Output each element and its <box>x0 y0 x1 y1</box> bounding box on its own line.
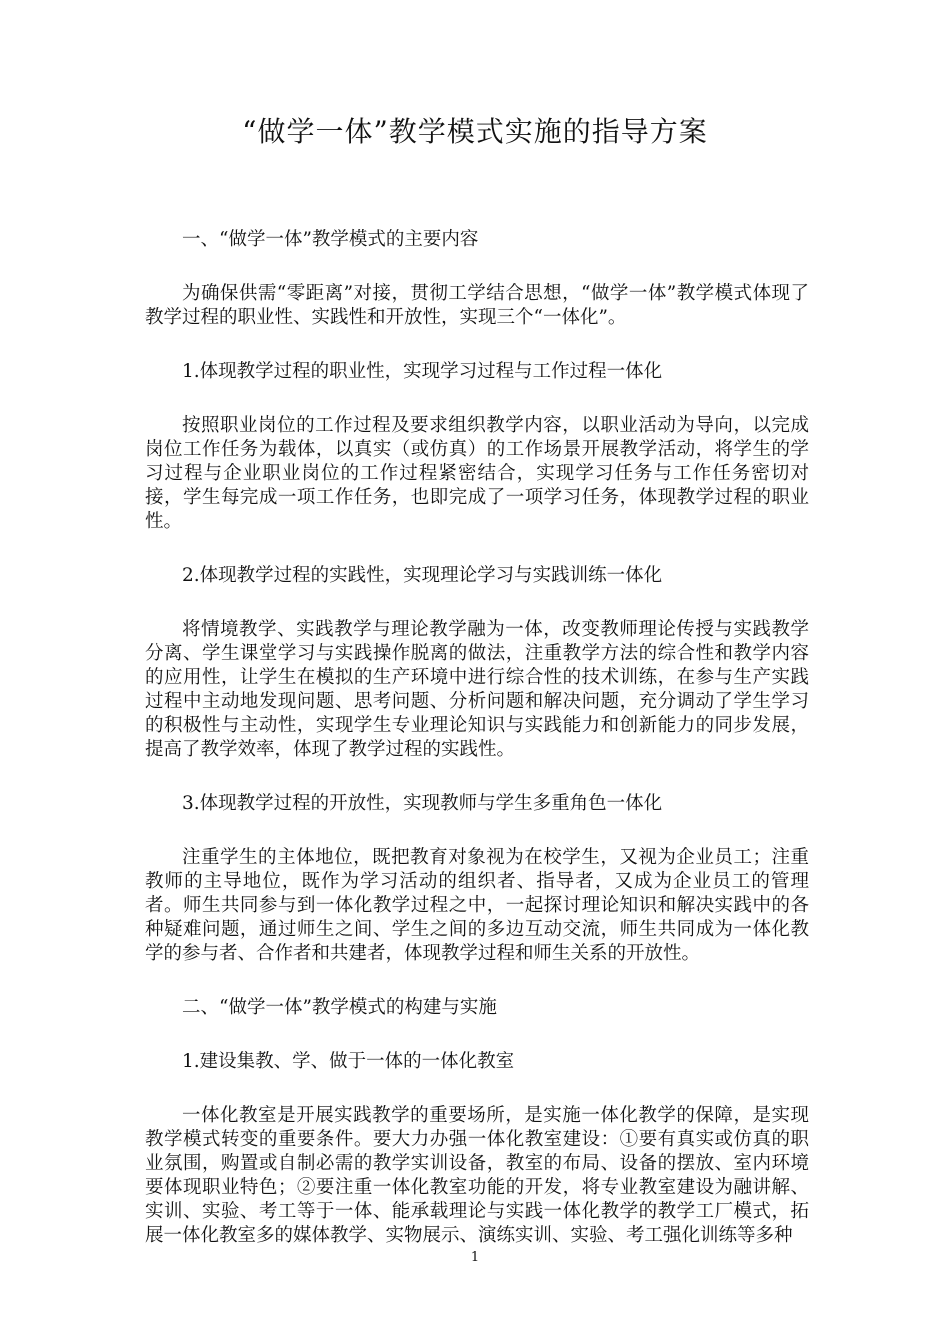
section-heading-1: 一、“做学一体”教学模式的主要内容 <box>182 229 479 250</box>
paragraph-intro: 为确保供需“零距离”对接，贯彻工学结合思想，“做学一体”教学模式体现了教学过程的职业性、实践性和开放性，实现三个“一体化”。 <box>145 283 809 328</box>
subheading-1: 1.体现教学过程的职业性，实现学习过程与工作过程一体化 <box>182 361 663 382</box>
section-heading-2: 二、“做学一体”教学模式的构建与实施 <box>182 997 497 1018</box>
document-body <box>145 228 809 1278</box>
paragraph-practice: 将情境教学、实践教学与理论教学融为一体，改变教师理论传授与实践教学分离、学生课堂学习与实践操作脱离的做法，注重教学方法的综合性和教学内容的应用性，让学生在模拟的生产环境中进行综合性的技术训练，在参与生产实践过程中主动地发现问题、思考问题、分析问题和解决问题，充分调动了学生学习的积极性与主动性，实现学生专业理论知识与实践能力和创新能力的同步发展，提高了教学效率，体现了教学过程的实践性。 <box>145 619 809 760</box>
document-title: “做学一体”教学模式实施的指导方案 <box>242 115 708 148</box>
subheading-4: 1.建设集教、学、做于一体的一体化教室 <box>182 1051 515 1072</box>
paragraph-openness: 注重学生的主体地位，既把教育对象视为在校学生，又视为企业员工；注重教师的主导地位，既作为学习活动的组织者、指导者，又成为企业员工的管理者。师生共同参与到一体化教学过程之中，一起探讨理论知识和解决实践中的各种疑难问题，通过师生之间、学生之间的多边互动交流，师生共同成为一体化教学的参与者、合作者和共建者，体现教学过程和师生关系的开放性。 <box>145 847 809 964</box>
subheading-2: 2.体现教学过程的实践性，实现理论学习与实践训练一体化 <box>182 565 663 586</box>
paragraph-vocational: 按照职业岗位的工作过程及要求组织教学内容，以职业活动为导向，以完成岗位工作任务为载体，以真实（或仿真）的工作场景开展教学活动，将学生的学习过程与企业职业岗位的工作过程紧密结合，实现学习任务与工作任务密切对接，学生每完成一项工作任务，也即完成了一项学习任务，体现教学过程的职业性。 <box>145 415 809 532</box>
paragraph-classroom: 一体化教室是开展实践教学的重要场所，是实施一体化教学的保障，是实现教学模式转变的重要条件。要大力办强一体化教室建设：①要有真实或仿真的职业氛围，购置或自制必需的教学实训设备，教室的布局、设备的摆放、室内环境要体现职业特色；②要注重一体化教室功能的开发，将专业教室建设为融讲解、实训、实验、考工等于一体、能承载理论与实践一体化教学的教学工厂模式，拓展一体化教室多的媒体教学、实物展示、演练实训、实验、考工强化训练等多种 <box>145 1105 809 1246</box>
page-number: 1 <box>470 1250 480 1265</box>
subheading-3: 3.体现教学过程的开放性，实现教师与学生多重角色一体化 <box>182 793 663 814</box>
